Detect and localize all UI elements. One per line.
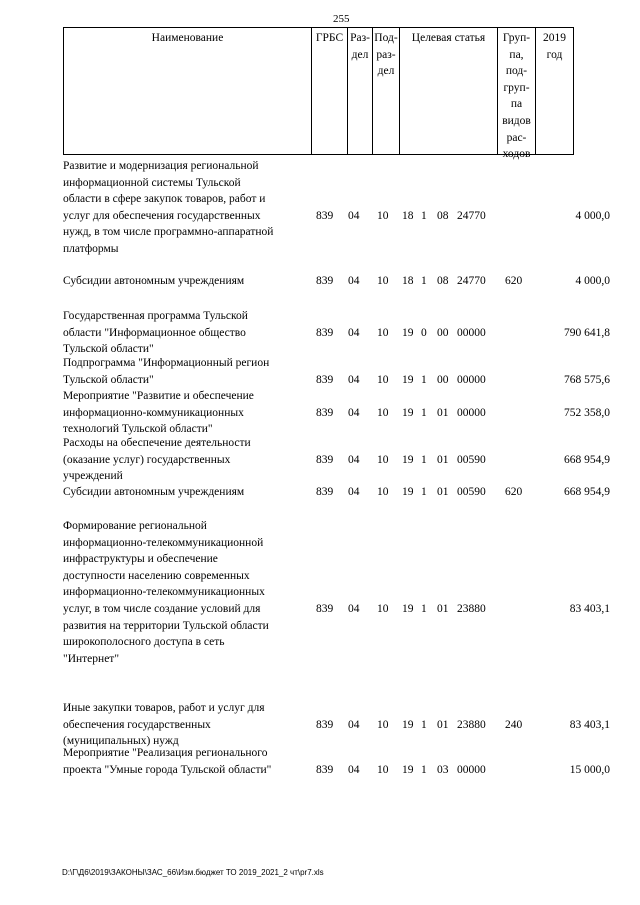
- header-group-line: па: [510, 98, 523, 111]
- cell-cs1: 19: [402, 718, 414, 731]
- row-name-line: Расходы на обеспечение деятельности: [63, 437, 251, 449]
- cell-grbs: 839: [316, 275, 334, 287]
- cell-amount: 4 000,0: [575, 275, 610, 287]
- table-header: [63, 27, 574, 161]
- row-name-line: Иные закупки товаров, работ и услуг для: [63, 702, 265, 714]
- cell-cs4: 00590: [457, 453, 486, 466]
- page-number: 255: [333, 13, 350, 25]
- row-name-line: учреждений: [63, 470, 123, 483]
- cell-cs3: 01: [437, 718, 449, 731]
- cell-cs4: 00000: [457, 373, 486, 386]
- cell-cs2: 1: [421, 406, 427, 419]
- cell-podrazdel: 10: [377, 406, 389, 419]
- cell-podrazdel: 10: [377, 718, 389, 731]
- row-name: [63, 355, 303, 388]
- cell-amount: 668 954,9: [564, 486, 610, 498]
- cell-podrazdel: 10: [377, 603, 389, 615]
- row-name-line: (муниципальных) нужд: [63, 735, 179, 748]
- row-name-line: Субсидии автономным учреждениям: [63, 486, 245, 498]
- row-name: [63, 700, 303, 750]
- header-grbs-text: ГРБС: [315, 32, 344, 44]
- header-name: [64, 28, 311, 154]
- row-name-line: услуг для обеспечения государственных: [63, 209, 261, 222]
- cell-cs2: 1: [421, 209, 427, 222]
- cell-cs2: 1: [421, 718, 427, 731]
- row-name: [63, 158, 303, 258]
- header-name-text: Наименование: [151, 32, 224, 44]
- cell-cs1: 18: [402, 275, 414, 287]
- cell-razdel: 04: [348, 718, 360, 731]
- row-name: [63, 273, 303, 290]
- header-group-line: ходов: [502, 148, 531, 161]
- cell-cs4: 00000: [457, 326, 486, 339]
- cell-razdel: 04: [348, 326, 360, 339]
- cell-grbs: 839: [316, 603, 334, 615]
- cell-podrazdel: 10: [377, 373, 389, 386]
- cell-cs1: 19: [402, 326, 414, 339]
- row-name-line: доступности населению современных: [63, 569, 250, 582]
- header-target-text: Целевая статья: [411, 32, 486, 44]
- row-name-line: обеспечения государственных: [63, 718, 211, 731]
- header-podrazdel-line: раз-: [376, 48, 396, 61]
- row-name-line: области в сфере закупок товаров, работ и: [63, 193, 266, 206]
- cell-cs2: 1: [421, 453, 427, 466]
- row-name-line: Формирование региональной: [63, 520, 207, 532]
- row-name-line: Тульской области": [63, 343, 154, 356]
- header-target: [399, 28, 497, 154]
- cell-cs2: 1: [421, 486, 427, 498]
- row-name: [63, 308, 303, 358]
- row-name-line: Мероприятие "Реализация регионального: [63, 747, 268, 759]
- header-group: [497, 28, 535, 161]
- cell-amount: 768 575,6: [564, 373, 610, 386]
- cell-amount: 83 403,1: [569, 718, 610, 731]
- header-group-line: под-: [505, 65, 528, 78]
- row-name: [63, 388, 303, 438]
- cell-grbs: 839: [316, 209, 334, 222]
- header-group-line: па,: [509, 48, 524, 61]
- file-path-footer: D:\Г\Д6\2019\ЗАКОНЫ\ЗАС_66\Изм.бюджет ТО 2019_2021_2 чт\pr7.xls: [62, 868, 324, 877]
- cell-grbs: 839: [316, 486, 334, 498]
- cell-cs2: 1: [421, 275, 427, 287]
- cell-podrazdel: 10: [377, 209, 389, 222]
- header-podrazdel-line: Под-: [374, 32, 398, 44]
- cell-amount: 668 954,9: [564, 453, 610, 466]
- cell-cs2: 1: [421, 763, 427, 776]
- cell-razdel: 04: [348, 603, 360, 615]
- cell-podrazdel: 10: [377, 275, 389, 287]
- cell-amount: 83 403,1: [569, 603, 610, 615]
- header-group-line: груп-: [503, 81, 530, 94]
- header-group-line: рас-: [506, 131, 527, 144]
- cell-vr: 240: [505, 718, 523, 731]
- cell-cs3: 03: [437, 763, 449, 776]
- row-name-line: технологий Тульской области": [63, 423, 213, 436]
- cell-grbs: 839: [316, 763, 334, 776]
- row-name-line: Развитие и модернизация региональной: [63, 160, 259, 172]
- cell-podrazdel: 10: [377, 453, 389, 466]
- cell-podrazdel: 10: [377, 486, 389, 498]
- cell-cs1: 19: [402, 763, 414, 776]
- cell-cs1: 19: [402, 453, 414, 466]
- header-group-line: Груп-: [502, 32, 531, 44]
- cell-cs4: 24770: [457, 209, 486, 222]
- row-name-line: Субсидии автономным учреждениям: [63, 275, 245, 287]
- row-name-line: Мероприятие "Развитие и обеспечение: [63, 390, 254, 402]
- cell-amount: 752 358,0: [564, 406, 610, 419]
- row-name: [63, 518, 303, 667]
- row-name-line: области "Информационное общество: [63, 326, 246, 339]
- cell-amount: 790 641,8: [564, 326, 610, 339]
- cell-grbs: 839: [316, 373, 334, 386]
- row-name-line: Государственная программа Тульской: [63, 310, 248, 322]
- cell-cs3: 01: [437, 453, 449, 466]
- row-name-line: "Интернет": [63, 652, 120, 665]
- cell-vr: 620: [505, 275, 523, 287]
- row-name-line: Подпрограмма "Информационный регион: [63, 357, 270, 369]
- cell-cs4: 23880: [457, 718, 486, 731]
- cell-cs1: 19: [402, 603, 414, 615]
- cell-cs2: 1: [421, 373, 427, 386]
- cell-cs1: 19: [402, 486, 414, 498]
- header-razdel-line: дел: [351, 48, 369, 61]
- cell-cs4: 23880: [457, 603, 486, 615]
- row-name-line: Тульской области": [63, 373, 154, 386]
- cell-razdel: 04: [348, 763, 360, 776]
- row-name-line: (оказание услуг) государственных: [63, 453, 231, 466]
- header-grbs: [311, 28, 347, 154]
- cell-podrazdel: 10: [377, 763, 389, 776]
- cell-cs4: 00590: [457, 486, 486, 498]
- row-name: [63, 435, 303, 485]
- cell-cs3: 00: [437, 373, 449, 386]
- cell-cs4: 24770: [457, 275, 486, 287]
- cell-grbs: 839: [316, 406, 334, 419]
- cell-cs4: 00000: [457, 763, 486, 776]
- cell-cs3: 08: [437, 275, 449, 287]
- cell-cs3: 08: [437, 209, 449, 222]
- cell-cs2: 0: [421, 326, 427, 339]
- cell-cs1: 19: [402, 373, 414, 386]
- cell-cs1: 18: [402, 209, 414, 222]
- cell-vr: 620: [505, 486, 523, 498]
- row-name: [63, 745, 303, 778]
- row-name-line: проекта "Умные города Тульской области": [63, 763, 272, 776]
- cell-cs3: 01: [437, 603, 449, 615]
- cell-cs2: 1: [421, 603, 427, 615]
- cell-cs4: 00000: [457, 406, 486, 419]
- cell-podrazdel: 10: [377, 326, 389, 339]
- header-year-text: 2019 год: [543, 32, 566, 61]
- header-razdel: [347, 28, 372, 154]
- row-name-line: информационно-телекоммуникационных: [63, 586, 265, 599]
- cell-cs1: 19: [402, 406, 414, 419]
- row-name-line: нужд, в том числе программно-аппаратной: [63, 226, 274, 239]
- header-podrazdel-line: дел: [377, 65, 395, 78]
- header-group-line: видов: [502, 114, 531, 127]
- header-podrazdel: [372, 28, 399, 154]
- row-name-line: информационно-телекоммуникационной: [63, 536, 264, 549]
- row-name-line: развития на территории Тульской области: [63, 619, 269, 632]
- row-name-line: информационно-коммуникационных: [63, 406, 244, 419]
- cell-razdel: 04: [348, 486, 360, 498]
- cell-grbs: 839: [316, 718, 334, 731]
- cell-cs3: 00: [437, 326, 449, 339]
- cell-razdel: 04: [348, 275, 360, 287]
- header-razdel-line: Раз-: [350, 32, 370, 44]
- cell-cs3: 01: [437, 486, 449, 498]
- cell-razdel: 04: [348, 209, 360, 222]
- cell-razdel: 04: [348, 406, 360, 419]
- cell-razdel: 04: [348, 373, 360, 386]
- row-name: [63, 484, 303, 501]
- cell-amount: 4 000,0: [575, 209, 610, 222]
- row-name-line: платформы: [63, 242, 119, 255]
- row-name-line: информационной системы Тульской: [63, 176, 241, 189]
- row-name-line: услуг, в том числе создание условий для: [63, 602, 261, 615]
- row-name-line: инфраструктуры и обеспечение: [63, 553, 218, 566]
- header-year: [535, 28, 573, 154]
- cell-grbs: 839: [316, 453, 334, 466]
- cell-cs3: 01: [437, 406, 449, 419]
- cell-razdel: 04: [348, 453, 360, 466]
- cell-grbs: 839: [316, 326, 334, 339]
- cell-amount: 15 000,0: [569, 763, 610, 776]
- row-name-line: широкополосного доступа в сеть: [63, 636, 225, 649]
